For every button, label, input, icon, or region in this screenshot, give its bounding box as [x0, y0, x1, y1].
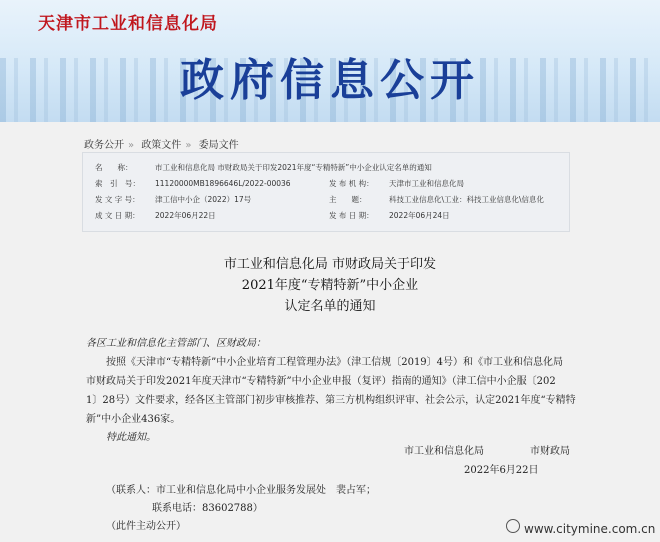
info-row-topic	[329, 194, 544, 205]
doc-contact-phone: 联系电话：83602788）	[152, 503, 263, 514]
info-row-org	[329, 178, 464, 189]
doc-paragraph-line: 按照《天津市“专精特新”中小企业培育工程管理办法》（津工信规〔2019〕4号）和《市工业和信息化局	[106, 357, 564, 368]
info-row-date	[95, 210, 216, 221]
doc-paragraph-line: 1〕28号）文件要求，经各区主管部门初步审核推荐、第三方机构组织评审、社会公示，认定2021年度“专精特	[86, 395, 576, 406]
doc-closing: 特此通知。	[106, 432, 156, 443]
watermark-text: www.citymine.com.cn	[524, 522, 656, 536]
doc-title-line-1: 市工业和信息化局 市财政局关于印发	[223, 257, 437, 272]
doc-contact-line: （联系人：市工业和信息化局中小企业服务发展处 裴占军；	[106, 485, 376, 496]
info-value: 市工业和信息化局 市财政局关于印发2021年度“专精特新”中小企业认定名单的通知	[155, 163, 432, 172]
watermark-icon	[506, 519, 520, 533]
info-label: 索 引 号：	[95, 179, 140, 188]
info-row-name	[95, 162, 432, 173]
doc-paragraph-line: 新”中小企业436家。	[86, 414, 181, 425]
info-label: 成 文 日 期：	[95, 211, 140, 220]
doc-signature-bureau: 市工业和信息化局	[404, 446, 484, 457]
doc-paragraph-line: 市财政局关于印发2021年度天津市“专精特新”中小企业申报（复评）指南的通知》（津工信中小企服〔202	[86, 376, 556, 387]
info-value: 天津市工业和信息化局	[389, 179, 464, 188]
info-row-num	[95, 194, 251, 205]
breadcrumb-item-bureau[interactable]: 委局文件	[198, 140, 239, 151]
breadcrumb-separator: »	[128, 140, 135, 151]
breadcrumb-item-policy[interactable]: 政策文件	[141, 140, 182, 151]
info-label: 发 文 字 号：	[95, 195, 140, 204]
info-value: 2022年06月24日	[389, 211, 450, 220]
breadcrumb	[84, 136, 239, 151]
doc-public-note: （此件主动公开）	[106, 521, 186, 532]
info-label: 名 称：	[95, 163, 133, 172]
banner-title: 政府信息公开	[180, 55, 480, 106]
doc-title-line-2: 2021年度“专精特新”中小企业	[241, 278, 419, 293]
info-panel	[82, 152, 570, 232]
doc-salutation: 各区工业和信息化主管部门、区财政局：	[86, 338, 266, 349]
info-label: 主 题：	[329, 195, 367, 204]
info-row-index	[95, 178, 291, 189]
doc-title-line-3: 认定名单的通知	[284, 299, 376, 314]
info-value: 11120000MB1896646L/2022-00036	[155, 179, 291, 188]
info-row-pub	[329, 210, 450, 221]
doc-date: 2022年6月22日	[464, 465, 539, 476]
header-banner	[0, 0, 660, 122]
doc-signature-finance: 市财政局	[530, 446, 570, 457]
info-value: 津工信中小企（2022）17号	[155, 195, 252, 204]
breadcrumb-item-gov-open[interactable]: 政务公开	[84, 140, 124, 151]
site-logo[interactable]: 天津市工业和信息化局	[38, 14, 218, 34]
info-label: 发 布 机 构：	[329, 179, 374, 188]
info-value: 科技工业信息化\工业：科技工业信息化\信息化	[389, 195, 545, 204]
breadcrumb-separator: »	[185, 140, 192, 151]
info-label: 发 布 日 期：	[329, 211, 374, 220]
info-value: 2022年06月22日	[155, 211, 216, 220]
